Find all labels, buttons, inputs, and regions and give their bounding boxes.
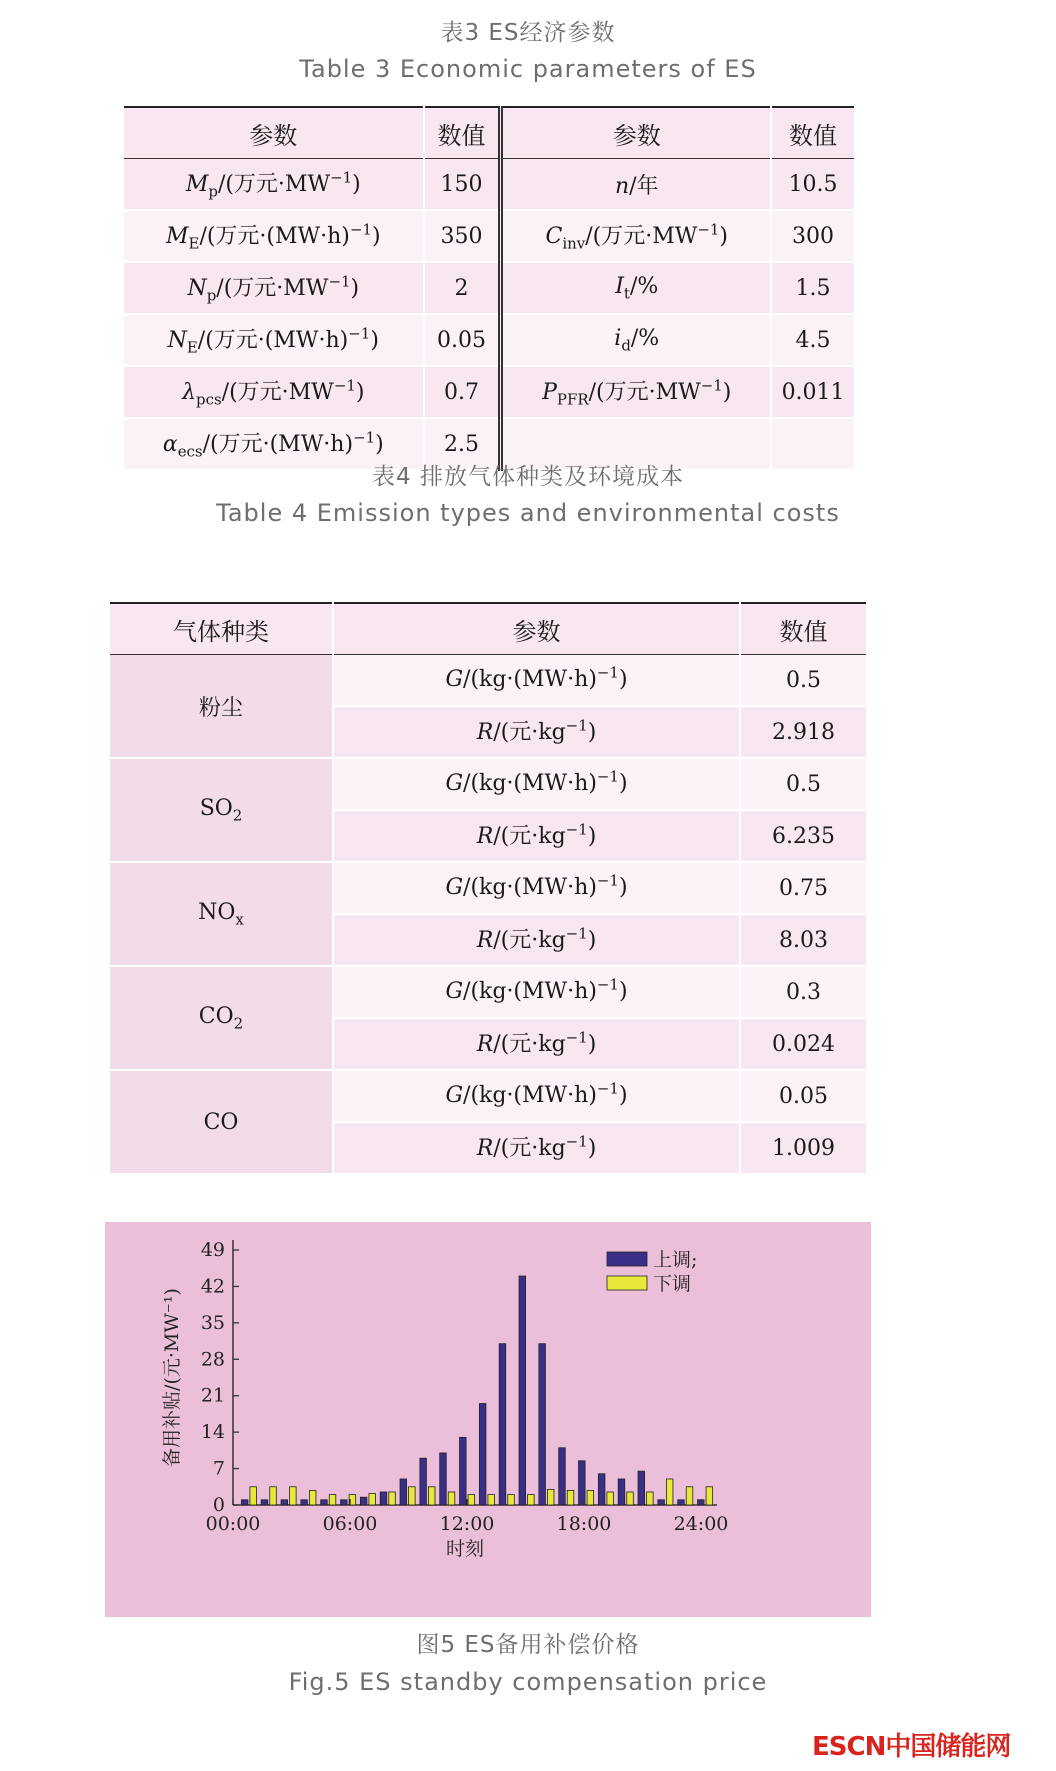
table3-value-left: 2 — [424, 262, 501, 314]
table3-param-right — [501, 210, 771, 262]
formula-unit: /(元·kg — [493, 1136, 566, 1162]
bar-up — [598, 1474, 605, 1505]
formula-symbol: N — [187, 276, 207, 302]
bar-down — [468, 1495, 475, 1505]
bar-down — [428, 1487, 435, 1505]
x-tick-label: 06:00 — [322, 1513, 378, 1535]
legend-label: 上调; — [653, 1249, 698, 1271]
formula-unit: /(万元·MW — [221, 380, 334, 406]
gas-name: 粉尘 — [198, 695, 243, 721]
formula-superscript: −1 — [596, 1080, 619, 1099]
x-tick-label: 12:00 — [439, 1513, 495, 1535]
bar-down — [587, 1490, 594, 1505]
table3-param-left — [124, 366, 424, 418]
table4-row — [110, 655, 866, 707]
formula-symbol: i — [614, 325, 622, 351]
formula-symbol: R — [476, 928, 494, 954]
table4-value: 8.03 — [740, 914, 866, 966]
table3-param-left — [124, 262, 424, 314]
formula-close: ) — [587, 824, 597, 850]
table4-gas — [110, 1070, 333, 1174]
formula-symbol: R — [476, 1136, 494, 1162]
bar-down — [528, 1495, 535, 1505]
gas-subscript: 2 — [233, 1014, 244, 1033]
table4-gas — [110, 862, 333, 966]
formula-subscript: PFR — [556, 390, 589, 409]
formula-superscript: −1 — [596, 768, 619, 787]
table4-param — [333, 655, 740, 707]
bar-down — [250, 1487, 257, 1505]
formula-superscript: −1 — [353, 428, 376, 447]
table3-row — [124, 159, 854, 211]
gas-subscript: x — [235, 910, 244, 929]
formula-superscript: −1 — [333, 376, 356, 395]
y-tick-label: 7 — [212, 1457, 225, 1480]
formula-superscript: −1 — [596, 976, 619, 995]
formula-subscript: p — [206, 286, 217, 305]
bar-up — [341, 1500, 348, 1505]
formula-symbol: λ — [182, 380, 197, 406]
table4-param — [333, 966, 740, 1018]
formula-unit: /(万元·MW — [216, 276, 329, 302]
bar-down — [547, 1489, 554, 1505]
bar-up — [380, 1492, 387, 1505]
bar-down — [369, 1494, 376, 1505]
figure5-caption-en: Fig.5 ES standby compensation price — [288, 1668, 768, 1696]
formula-symbol: I — [615, 273, 624, 299]
table4-header-value: 数值 — [740, 603, 866, 655]
bar-up — [281, 1500, 288, 1505]
table3-value-left: 150 — [424, 159, 501, 211]
table4-header-param: 参数 — [333, 603, 740, 655]
x-axis-label: 时刻 — [445, 1538, 485, 1560]
bar-down — [409, 1487, 416, 1505]
table3-value-right: 0.011 — [771, 366, 854, 418]
bar-up — [658, 1500, 665, 1505]
bar-up — [241, 1500, 248, 1505]
x-tick-label: 18:00 — [556, 1513, 612, 1535]
table3-param-right — [501, 314, 771, 366]
formula-symbol: G — [445, 771, 464, 797]
formula-superscript: −1 — [596, 872, 619, 891]
table3-value-left: 0.7 — [424, 366, 501, 418]
formula-close: ) — [352, 172, 361, 198]
formula-close: ) — [618, 875, 628, 901]
formula-close: ) — [618, 979, 628, 1005]
bar-up — [499, 1344, 506, 1505]
formula-close: ) — [587, 1136, 597, 1162]
figure5-caption-cn: 图5 ES备用补偿价格 — [416, 1632, 640, 1658]
formula-subscript: E — [188, 234, 200, 253]
bar-up — [261, 1500, 268, 1505]
bar-up — [618, 1479, 625, 1505]
formula-unit: /年 — [629, 173, 659, 199]
table3-row — [124, 262, 854, 314]
formula-unit: /(万元·(MW·h) — [199, 224, 350, 250]
gas-name: SO — [199, 795, 233, 821]
bar-up — [479, 1404, 486, 1505]
table3-value-right: 1.5 — [771, 262, 854, 314]
table4-value: 0.5 — [740, 758, 866, 810]
formula-subscript: d — [621, 336, 631, 355]
table4-param — [333, 1070, 740, 1122]
formula-symbol: G — [445, 667, 464, 693]
table3-header-value-right: 数值 — [771, 107, 854, 159]
formula-close: ) — [587, 1032, 597, 1058]
table3-param-right — [501, 159, 771, 211]
formula-symbol: P — [542, 380, 557, 406]
formula-subscript: ecs — [177, 442, 203, 461]
table3-value-left: 350 — [424, 210, 501, 262]
formula-superscript: −1 — [565, 820, 588, 839]
formula-superscript: −1 — [700, 376, 723, 395]
bar-down — [647, 1492, 654, 1505]
table4-gas — [110, 966, 333, 1070]
bar-down — [607, 1492, 614, 1505]
y-axis-label: 备用补贴/(元·MW⁻¹) — [161, 1288, 183, 1467]
formula-superscript: −1 — [349, 220, 372, 239]
y-tick-label: 14 — [200, 1421, 225, 1444]
table4-value: 0.5 — [740, 655, 866, 707]
table4-row — [110, 862, 866, 914]
formula-subscript: p — [208, 182, 218, 201]
table4-row — [110, 966, 866, 1018]
table4-value: 0.024 — [740, 1018, 866, 1070]
table4-value: 2.918 — [740, 706, 866, 758]
gas-subscript: 2 — [232, 806, 243, 825]
y-tick-label: 21 — [200, 1384, 225, 1407]
formula-unit: /(kg·(MW·h) — [463, 875, 597, 901]
formula-superscript: −1 — [565, 1132, 588, 1151]
formula-superscript: −1 — [565, 924, 588, 943]
bar-up — [440, 1453, 447, 1505]
formula-superscript: −1 — [328, 272, 351, 291]
table3-row — [124, 366, 854, 418]
formula-symbol: N — [167, 328, 187, 354]
formula-symbol: C — [545, 224, 563, 250]
formula-symbol: R — [476, 824, 494, 850]
bar-up — [638, 1471, 645, 1505]
gas-name: CO — [203, 1109, 239, 1135]
table3-value-right: 10.5 — [771, 159, 854, 211]
formula-close: ) — [350, 276, 360, 302]
formula-superscript: −1 — [565, 716, 588, 735]
table3-header-param-left: 参数 — [124, 107, 424, 159]
formula-subscript: t — [623, 284, 630, 303]
y-tick-label: 28 — [200, 1348, 225, 1371]
x-tick-label: 00:00 — [205, 1513, 261, 1535]
table4-value: 0.3 — [740, 966, 866, 1018]
formula-close: ) — [375, 432, 384, 458]
bar-down — [290, 1487, 297, 1505]
formula-unit: /(万元·MW — [588, 380, 701, 406]
formula-symbol: n — [614, 173, 630, 199]
table4-param — [333, 810, 740, 862]
formula-unit: /(万元·(MW·h) — [202, 432, 354, 458]
formula-symbol: G — [445, 979, 464, 1005]
table4-value: 0.05 — [740, 1070, 866, 1122]
y-tick-label: 49 — [200, 1239, 225, 1261]
bar-down — [389, 1492, 396, 1505]
bar-down — [448, 1492, 455, 1505]
table3-value-left: 0.05 — [424, 314, 501, 366]
formula-unit: /% — [630, 325, 660, 351]
x-tick-label: 24:00 — [673, 1513, 729, 1535]
y-tick-label: 0 — [212, 1494, 225, 1516]
formula-unit: /(元·kg — [493, 928, 566, 954]
y-tick-label: 42 — [200, 1275, 225, 1298]
bar-down — [567, 1490, 574, 1505]
bar-up — [460, 1437, 467, 1505]
formula-symbol: M — [185, 172, 209, 198]
bar-down — [270, 1487, 277, 1505]
formula-symbol: G — [445, 1083, 464, 1109]
formula-symbol: G — [445, 875, 464, 901]
chart-svg — [105, 1222, 871, 1617]
bar-up — [301, 1500, 308, 1505]
formula-superscript: −1 — [348, 324, 371, 343]
figure5-chart — [105, 1222, 871, 1617]
formula-close: ) — [587, 928, 597, 954]
table3-value-right: 300 — [771, 210, 854, 262]
table4-gas — [110, 655, 333, 759]
formula-unit: /(kg·(MW·h) — [463, 667, 597, 693]
table3-header-value-left: 数值 — [424, 107, 501, 159]
table3-param-right — [501, 262, 771, 314]
formula-symbol: R — [476, 720, 494, 746]
table3-param-right — [501, 366, 771, 418]
bar-up — [579, 1461, 586, 1505]
formula-superscript: −1 — [697, 220, 720, 239]
formula-subscript: inv — [562, 234, 586, 253]
table4-param — [333, 1122, 740, 1174]
bar-down — [309, 1490, 316, 1505]
brand-logo: ESCN中国储能网 — [812, 1732, 1011, 1762]
formula-close: ) — [355, 380, 365, 406]
gas-name: NO — [198, 899, 236, 925]
table4-param — [333, 1018, 740, 1070]
formula-superscript: −1 — [330, 168, 353, 187]
formula-symbol: R — [476, 1032, 494, 1058]
formula-close: ) — [618, 667, 628, 693]
formula-close: ) — [618, 771, 628, 797]
y-tick-label: 35 — [200, 1311, 225, 1334]
table3-value-right: 4.5 — [771, 314, 854, 366]
bar-down — [706, 1487, 713, 1505]
formula-subscript: pcs — [196, 390, 222, 409]
bar-up — [678, 1500, 685, 1505]
table4-param — [333, 758, 740, 810]
table4-param — [333, 862, 740, 914]
bar-down — [329, 1495, 336, 1505]
table4-header-gas: 气体种类 — [110, 603, 333, 655]
formula-unit: /(元·kg — [493, 720, 566, 746]
table4-gas — [110, 758, 333, 862]
table3-param-left — [124, 314, 424, 366]
legend-swatch — [607, 1252, 647, 1266]
formula-close: ) — [719, 224, 728, 250]
formula-unit: /(万元·(MW·h) — [197, 328, 349, 354]
formula-close: ) — [722, 380, 732, 406]
table4-value: 6.235 — [740, 810, 866, 862]
bar-up — [400, 1479, 407, 1505]
bar-down — [666, 1479, 673, 1505]
table4-param — [333, 914, 740, 966]
table3-value-left: 2.5 — [424, 418, 501, 470]
bar-up — [539, 1344, 546, 1505]
formula-symbol: M — [165, 224, 189, 250]
table4-param — [333, 706, 740, 758]
table4-caption-cn: 表4 排放气体种类及环境成本 — [372, 464, 684, 490]
table3-param-left — [124, 210, 424, 262]
table3 — [124, 106, 854, 471]
bar-up — [420, 1458, 427, 1505]
formula-superscript: −1 — [565, 1028, 588, 1047]
formula-close: ) — [587, 720, 597, 746]
table3-caption-cn: 表3 ES经济参数 — [440, 20, 616, 46]
formula-unit: /(元·kg — [493, 824, 566, 850]
bar-up — [559, 1448, 566, 1505]
formula-unit: /(kg·(MW·h) — [463, 979, 597, 1005]
table4 — [110, 602, 866, 1175]
formula-close: ) — [618, 1083, 628, 1109]
table3-row — [124, 314, 854, 366]
formula-unit: /(万元·MW — [217, 172, 331, 198]
formula-unit: /(元·kg — [493, 1032, 566, 1058]
table4-caption-en: Table 4 Emission types and environmental costs — [216, 499, 840, 527]
formula-close: ) — [371, 224, 381, 250]
formula-close: ) — [370, 328, 379, 354]
bar-up — [519, 1276, 526, 1505]
bar-down — [508, 1495, 515, 1505]
bar-up — [360, 1497, 367, 1505]
table3-header-param-right: 参数 — [501, 107, 771, 159]
bar-down — [488, 1495, 495, 1505]
formula-unit: /% — [629, 273, 659, 299]
bar-up — [321, 1500, 328, 1505]
gas-name: CO — [198, 1003, 234, 1029]
table4-row — [110, 1070, 866, 1122]
formula-unit: /(kg·(MW·h) — [463, 1083, 597, 1109]
formula-unit: /(万元·MW — [585, 224, 698, 250]
table4-row — [110, 758, 866, 810]
table3-param-left — [124, 159, 424, 211]
table4-value: 1.009 — [740, 1122, 866, 1174]
legend-label: 下调 — [653, 1273, 692, 1295]
table3-caption-en: Table 3 Economic parameters of ES — [299, 55, 757, 83]
table4-value: 0.75 — [740, 862, 866, 914]
bar-down — [627, 1492, 634, 1505]
formula-subscript: E — [186, 338, 198, 357]
formula-symbol: α — [162, 432, 178, 458]
bar-down — [686, 1487, 693, 1505]
formula-unit: /(kg·(MW·h) — [463, 771, 597, 797]
legend-swatch — [607, 1276, 647, 1290]
table3-row — [124, 210, 854, 262]
formula-superscript: −1 — [596, 664, 619, 683]
